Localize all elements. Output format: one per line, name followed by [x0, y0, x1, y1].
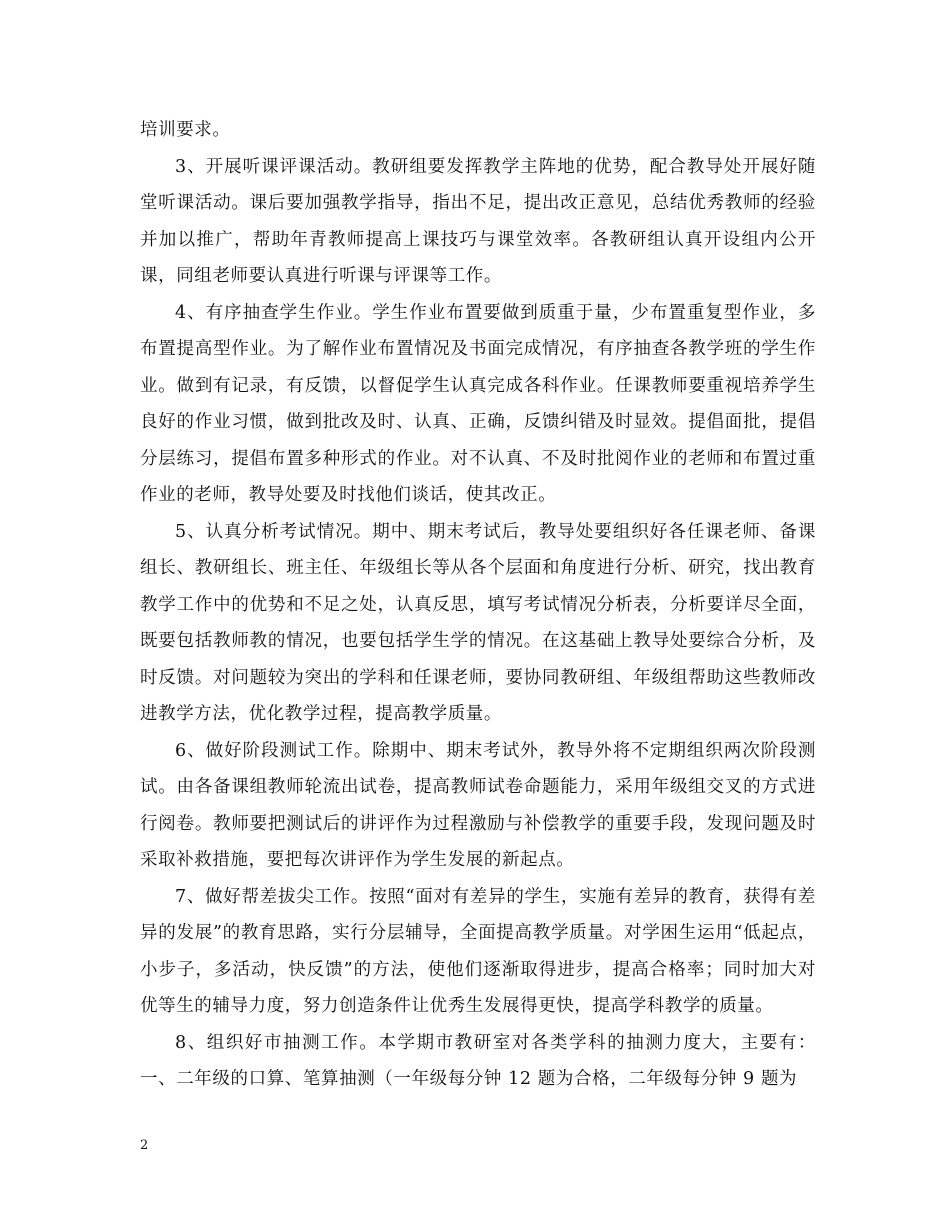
paragraph-3: 4、有序抽查学生作业。学生作业布置要做到质重于量，少布置重复型作业，多布置提高型作业。为了解作业布置情况及书面完成情况，有序抽查各教学班的学生作业。做到有记录，有反馈，以督促学生认真完成各科作业。任课教师要重视培养学生良好的作业习惯，做到批改及时、认真、正确，反馈纠错及时显效。提倡面批，提倡分层练习，提倡布置多种形式的作业。对不认真、不及时批阅作业的老师和布置过重作业的老师，教导处要及时找他们谈话，使其改正。	[140, 302, 816, 505]
paragraph-1: 培训要求。	[140, 120, 231, 140]
paragraph-5: 6、做好阶段测试工作。除期中、期末考试外，教导外将不定期组织两次阶段测试。由各备课组教师轮流出试卷，提高教师试卷命题能力，采用年级组交叉的方式进行阅卷。教师要把测试后的讲评作为过程激励与补偿教学的重要手段，发现问题及时采取补救措施，要把每次讲评作为学生发展的新起点。	[140, 740, 816, 870]
paragraph-6: 7、做好帮差拔尖工作。按照“面对有差异的学生，实施有差异的教育，获得有差异的发展”的教育思路，实行分层辅导，全面提高教学质量。对学困生运用“低起点，小步子，多活动，快反馈”的方法，使他们逐渐取得进步，提高合格率；同时加大对优等生的辅导力度，努力创造条件让优秀生发展得更快，提高学科教学的质量。	[140, 886, 816, 1016]
body-text	[140, 112, 816, 1098]
paragraph-7: 8、组织好市抽测工作。本学期市教研室对各类学科的抽测力度大，主要有：一、二年级的口算、笔算抽测（一年级每分钟 12 题为合格，二年级每分钟 9 题为	[140, 1032, 816, 1089]
page-number: 2	[140, 1138, 149, 1153]
paragraph-2: 3、开展听课评课活动。教研组要发挥教学主阵地的优势，配合教导处开展好随堂听课活动。课后要加强教学指导，指出不足，提出改正意见，总结优秀教师的经验并加以推广，帮助年青教师提高上课技巧与课堂效率。各教研组认真开设组内公开课，同组老师要认真进行听课与评课等工作。	[140, 156, 816, 286]
paragraph-4: 5、认真分析考试情况。期中、期末考试后，教导处要组织好各任课老师、备课组长、教研组长、班主任、年级组长等从各个层面和角度进行分析、研究，找出教育教学工作中的优势和不足之处，认真反思，填写考试情况分析表，分析要详尽全面，既要包括教师教的情况，也要包括学生学的情况。在这基础上教导处要综合分析，及时反馈。对问题较为突出的学科和任课老师，要协同教研组、年级组帮助这些教师改进教学方法，优化教学过程，提高教学质量。	[140, 521, 816, 724]
